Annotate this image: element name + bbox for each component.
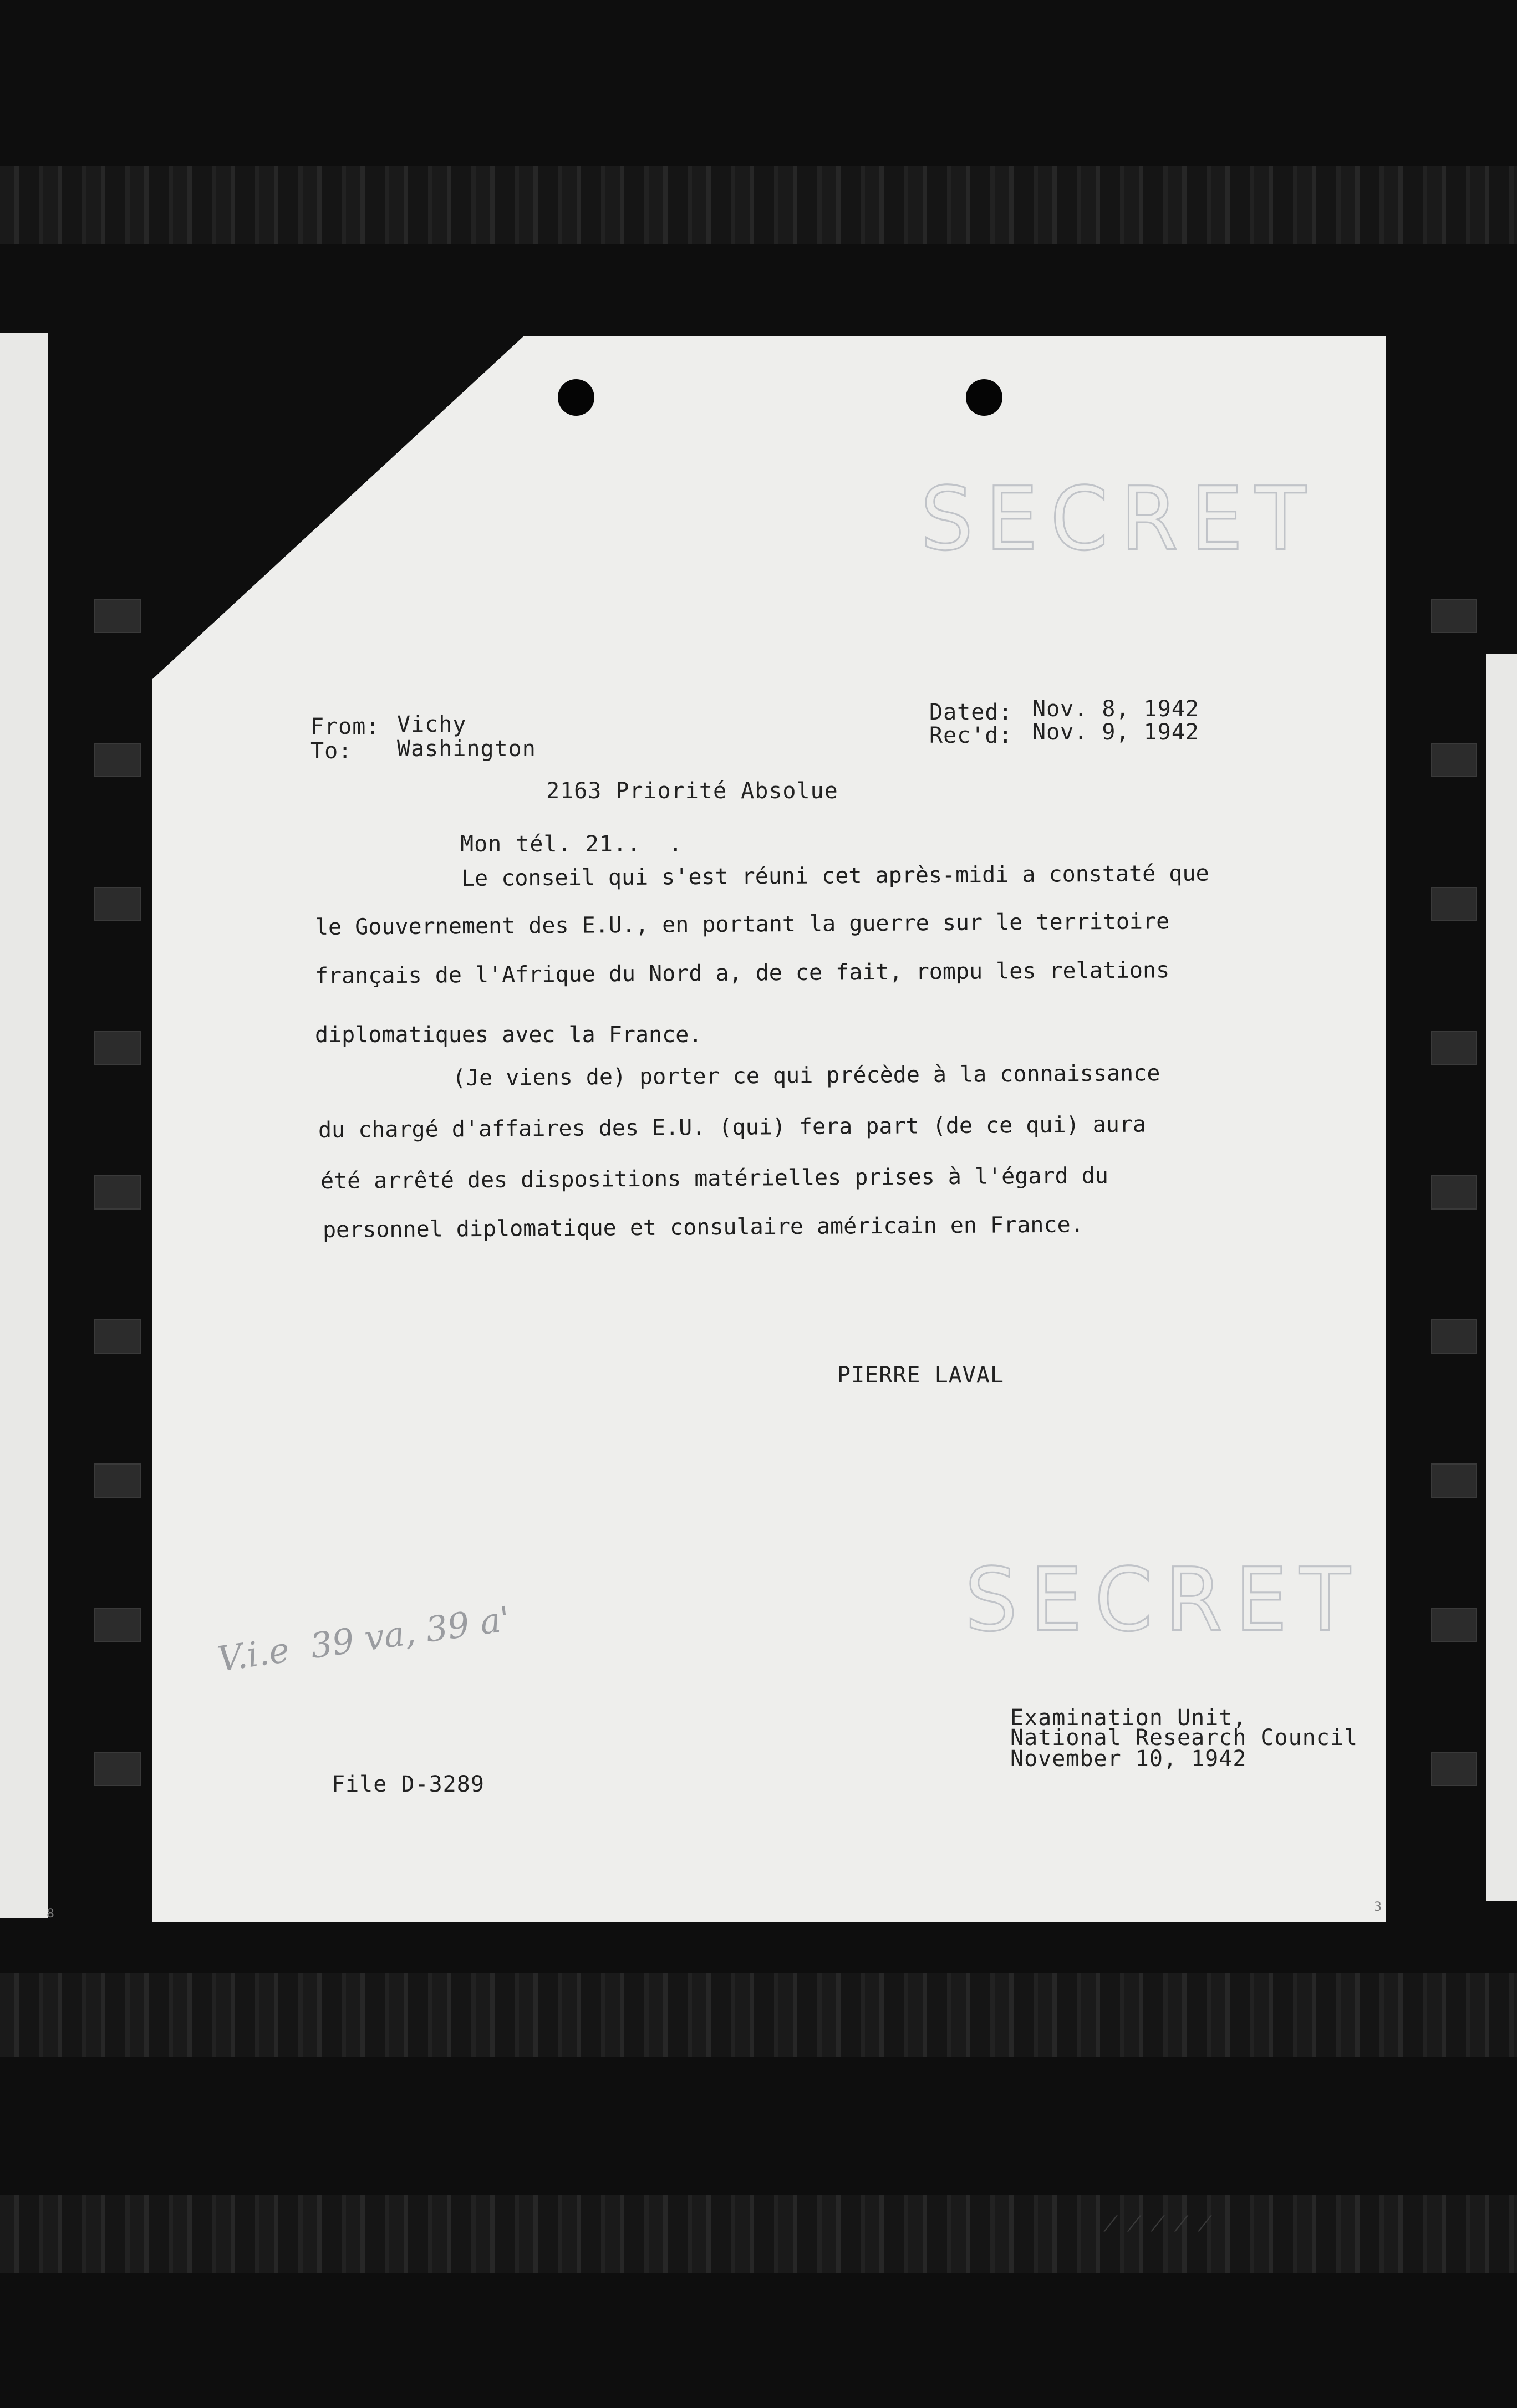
file-number: File D-3289 [332,1772,485,1797]
margin-mark-left: 8 [47,1907,54,1921]
secret-stamp-top: SECRET [920,468,1319,570]
body-line: Le conseil qui s'est réuni cet après-midi a constaté que [461,860,1209,891]
body-line: personnel diplomatique et consulaire américain en France. [322,1212,1084,1243]
dated-value: Nov. 8, 1942 [1032,696,1199,722]
to-label: To: [310,738,353,764]
body-line: le Gouvernement des E.U., en portant la guerre sur le territoire [314,909,1170,940]
recd-label: Rec'd: [929,723,1013,748]
previous-telegram-ref: Mon tél. 21.. . [460,831,683,857]
body-line: français de l'Afrique du Nord a, de ce fait, rompu les relations [314,957,1170,989]
body-line: diplomatiques avec la France. [315,1022,702,1048]
punch-hole-right [966,379,1002,416]
body-line: (Je viens de) porter ce qui précède à la connaissance [452,1060,1160,1091]
recd-value: Nov. 9, 1942 [1032,720,1199,745]
telegram-reference: 2163 Priorité Absolue [546,778,838,804]
handwritten-note: V.i.e 39 va, 39 a' [215,1598,513,1680]
footer-council: National Research Council [1010,1725,1358,1751]
footer-unit: Examination Unit, [1010,1705,1247,1731]
signature: PIERRE LAVAL [837,1363,1004,1388]
footer-date: November 10, 1942 [1010,1746,1247,1772]
secret-stamp-bottom: SECRET [965,1549,1363,1651]
film-scratch-marks: ⁄ ⁄ ⁄ ⁄ ⁄ [1109,2212,1214,2236]
body-line: été arrêté des dispositions matérielles prises à l'égard du [320,1163,1108,1194]
from-value: Vichy [397,712,467,737]
to-value: Washington [397,736,536,762]
punch-hole-left [558,379,594,416]
from-label: From: [310,714,380,739]
margin-mark-right: 3 [1374,1900,1382,1914]
body-line: du chargé d'affaires des E.U. (qui) fera part (de ce qui) aura [318,1111,1147,1143]
dated-label: Dated: [929,700,1013,725]
